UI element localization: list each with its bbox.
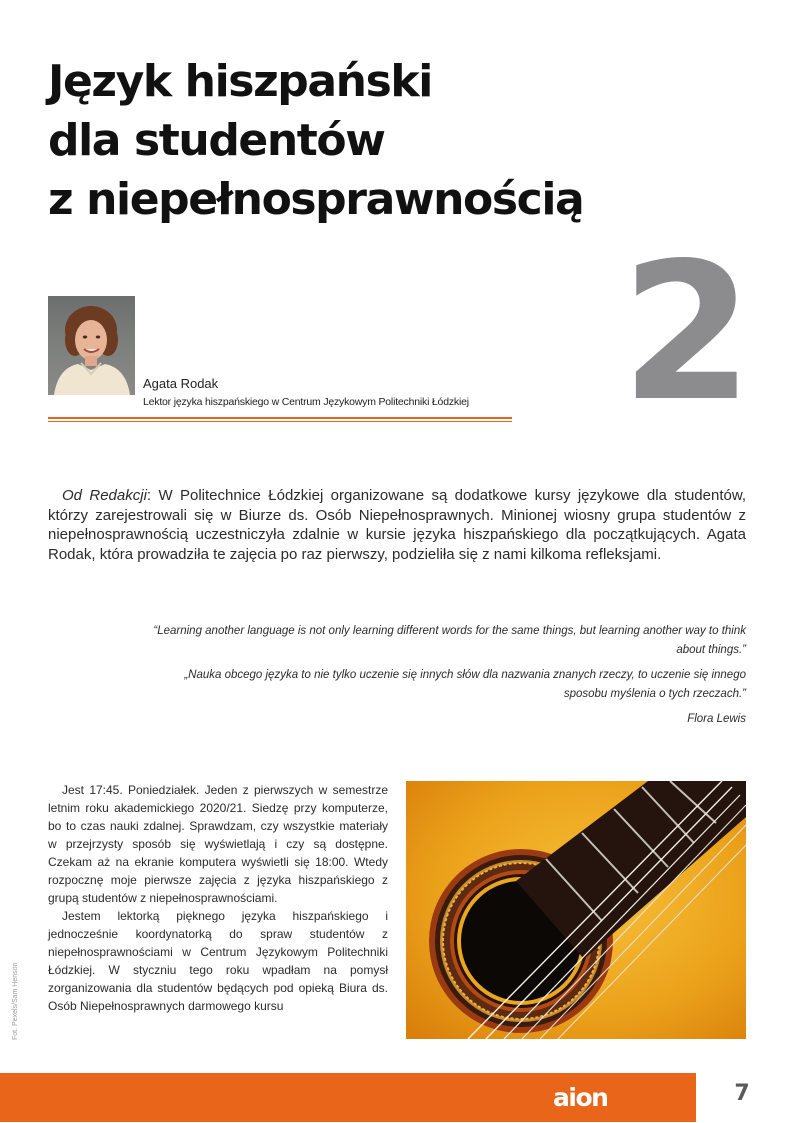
article-number: 2: [620, 222, 754, 443]
title-line-3: z niepełnosprawnością: [48, 174, 584, 225]
footer-logo: aion: [553, 1083, 608, 1112]
quote-author: Flora Lewis: [687, 713, 746, 725]
title-line-2: dla studentów: [48, 115, 385, 166]
author-role: Lektor języka hiszpańskiego w Centrum Językowym Politechniki Łódzkiej: [143, 396, 469, 408]
author-divider-thin: [48, 421, 512, 422]
photo-credit: Fot. Pexels/Sam Henson: [12, 962, 19, 1040]
article-title: [48, 52, 688, 229]
body-paragraph: Jest 17:45. Poniedziałek. Jeden z pierwszych w semestrze letnim roku akademickiego 2020/21. Siedzę przy komputerze, bo to czas nauki zdalnej. Sprawdzam, czy wszystkie materiały w przejrzysty sposób się wyświetlają i czy są dostępne. Czekam aż na ekranie komputera wyświetli się 18:00. Wtedy rozpocznę moje pierwsze zajęcia z języka hiszpańskiego z grupą studentów z niepełnosprawnościami.: [48, 783, 388, 905]
author-photo: [48, 296, 135, 395]
quote-polish: „Nauka obcego języka to nie tylko uczenie się innych słów dla nazwania znanych rzeczy, to uczenie się innego sposobu myślenia o tych rzeczach.”: [184, 669, 746, 700]
author-name: Agata Rodak: [143, 376, 219, 391]
epigraph: [140, 622, 746, 735]
page-number: 7: [734, 1081, 750, 1106]
lead-label: Od Redakcji: [62, 487, 147, 504]
editorial-lead: [48, 486, 746, 564]
quote-english: “Learning another language is not only learning different words for the same things, but learning another way to think about things.”: [153, 625, 746, 656]
title-line-1: Język hiszpański: [48, 56, 432, 107]
guitar-photo: [406, 781, 746, 1039]
article-body: [48, 781, 388, 1015]
lead-text: : W Politechnice Łódzkiej organizowane są dodatkowe kursy językowe dla studentów, którzy zarejestrowali się w Biurze ds. Osób Niepełnosprawnych. Minionej wiosny grupa studentów z niepełnosprawnością uczestniczyła zdalnie w kursie języka hiszpańskiego dla początkujących. Agata Rodak, która prowadziła te zajęcia po raz pierwszy, podzieliła się z nami kilkoma refleksjami.: [48, 487, 746, 563]
body-paragraph: Jestem lektorką pięknego języka hiszpańskiego i jednocześnie koordynatorką do spraw studentów z niepełnosprawnościami w Centrum Językowym Politechniki Łódzkiej. W styczniu tego roku wpadłam na pomysł zorganizowania dla studentów będących pod opieką Biura ds. Osób Niepełnosprawnych darmowego kursu: [48, 909, 388, 1013]
author-divider: [48, 417, 512, 419]
